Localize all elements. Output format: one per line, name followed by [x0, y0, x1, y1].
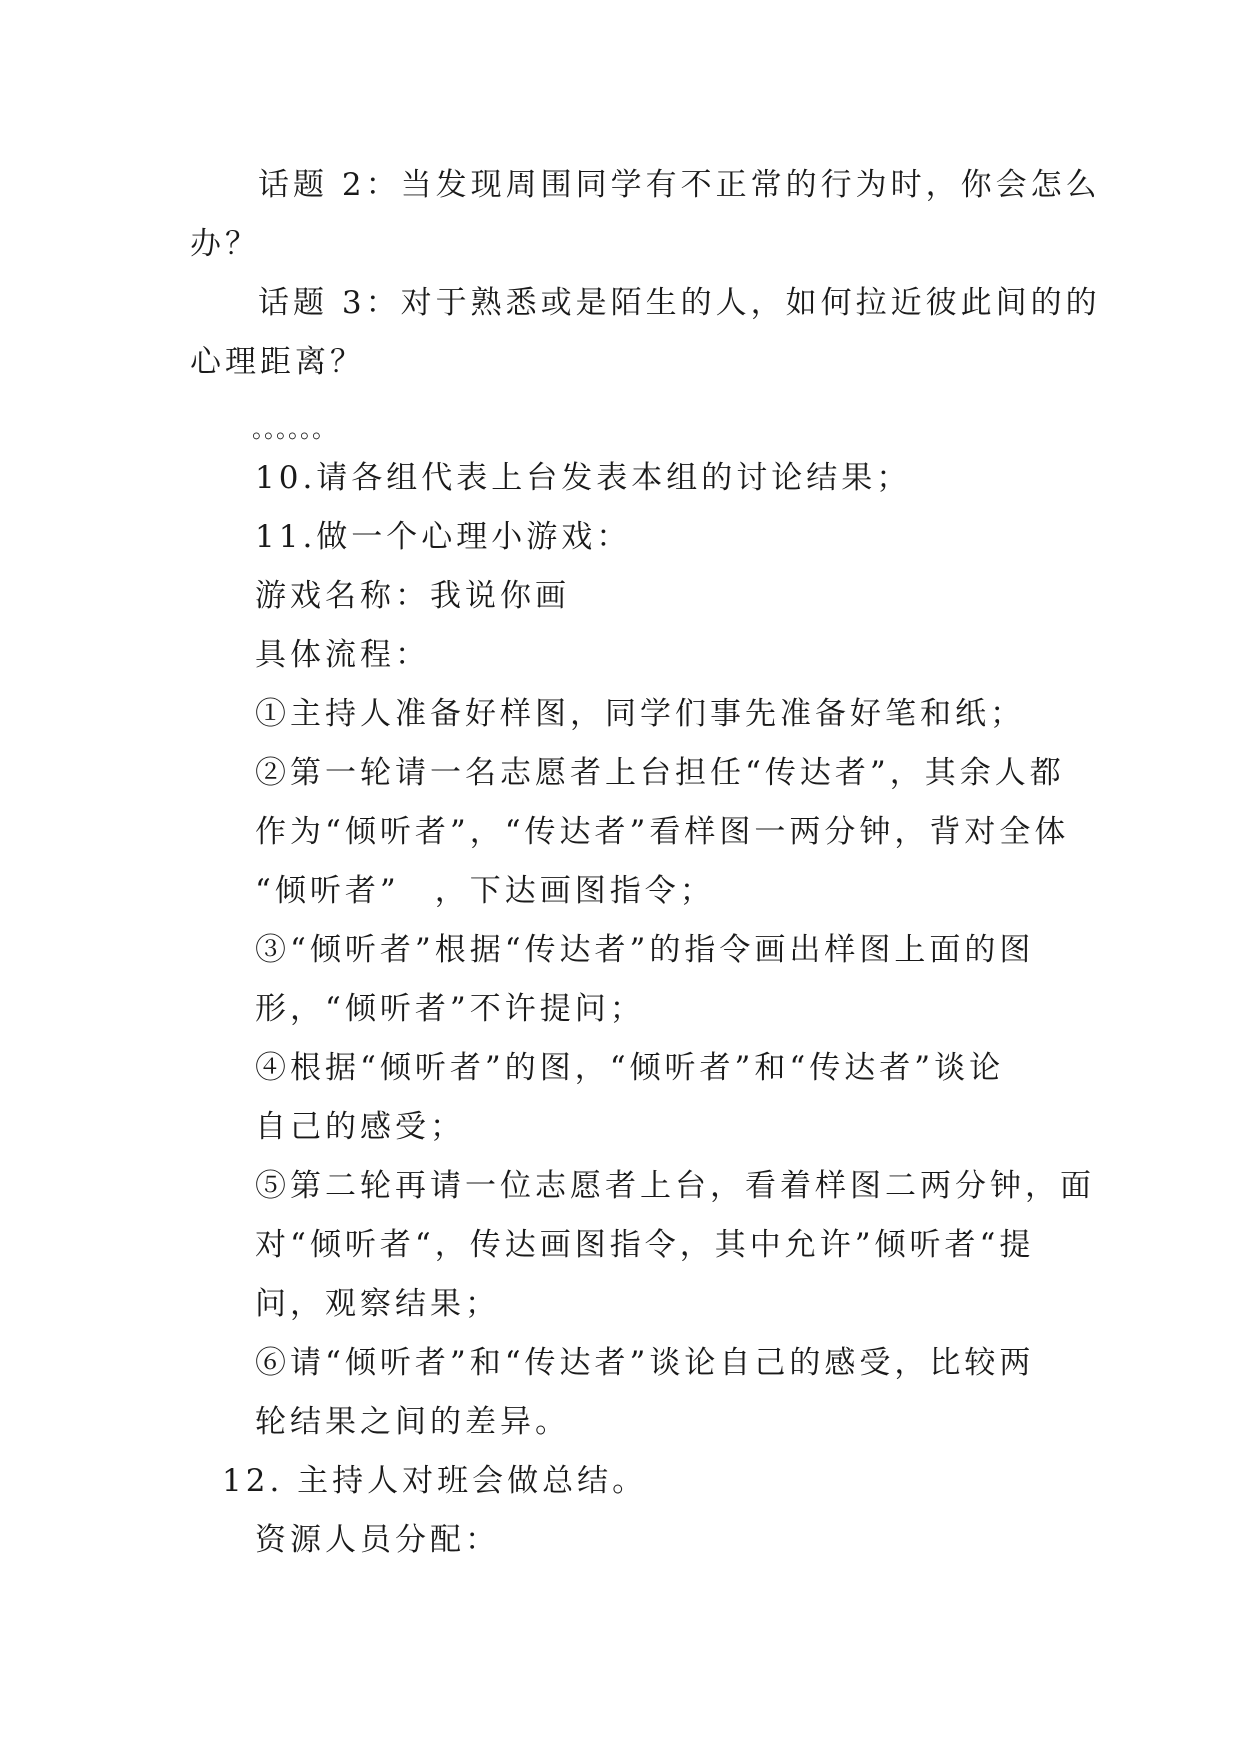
text-line-step-11: 11.做一个心理小游戏：: [255, 519, 632, 555]
text-line-process-2-cont-1: 作为“倾听者”，“传达者”看样图一两分钟，背对全体: [255, 814, 1070, 850]
text-line-process-5-cont-1: 对“倾听者“，传达画图指令，其中允许”倾听者“提: [255, 1227, 1035, 1263]
text-line-process-4-cont: 自己的感受；: [255, 1109, 465, 1145]
text-line-process-3-cont: 形，“倾听者”不许提问；: [255, 991, 645, 1027]
text-line-process-4: ④根据“倾听者”的图，“倾听者”和“传达者”谈论: [255, 1050, 1005, 1086]
text-line-topic-3: 话题 3：对于熟悉或是陌生的人，如何拉近彼此间的的: [258, 285, 1101, 321]
text-line-topic-3-cont: 心理距离？: [190, 344, 365, 380]
text-line-process-heading: 具体流程：: [255, 637, 430, 673]
text-line-step-12: 12. 主持人对班会做总结。: [222, 1463, 648, 1499]
text-line-game-name: 游戏名称：我说你画: [255, 578, 570, 614]
text-line-topic-2-cont: 办？: [190, 226, 260, 262]
text-line-process-1: ①主持人准备好样图，同学们事先准备好笔和纸；: [255, 696, 1025, 732]
text-line-resources: 资源人员分配：: [255, 1522, 500, 1558]
text-line-process-6: ⑥请“倾听者”和“传达者”谈论自己的感受，比较两: [255, 1345, 1035, 1381]
text-line-process-2-cont-2: “倾听者” ，下达画图指令；: [255, 873, 715, 909]
text-line-process-5: ⑤第二轮再请一位志愿者上台，看着样图二两分钟，面: [255, 1168, 1095, 1204]
text-line-step-10: 10.请各组代表上台发表本组的讨论结果；: [255, 460, 912, 496]
text-line-process-5-cont-2: 问，观察结果；: [255, 1286, 500, 1322]
text-line-process-6-cont: 轮结果之间的差异。: [255, 1404, 570, 1440]
text-line-topic-2: 话题 2：当发现周围同学有不正常的行为时，你会怎么: [258, 167, 1101, 203]
text-line-process-2: ②第一轮请一名志愿者上台担任“传达者”，其余人都: [255, 755, 1065, 791]
text-line-ellipsis: 。。。。。。: [252, 415, 336, 443]
text-line-process-3: ③“倾听者”根据“传达者”的指令画出样图上面的图: [255, 932, 1035, 968]
